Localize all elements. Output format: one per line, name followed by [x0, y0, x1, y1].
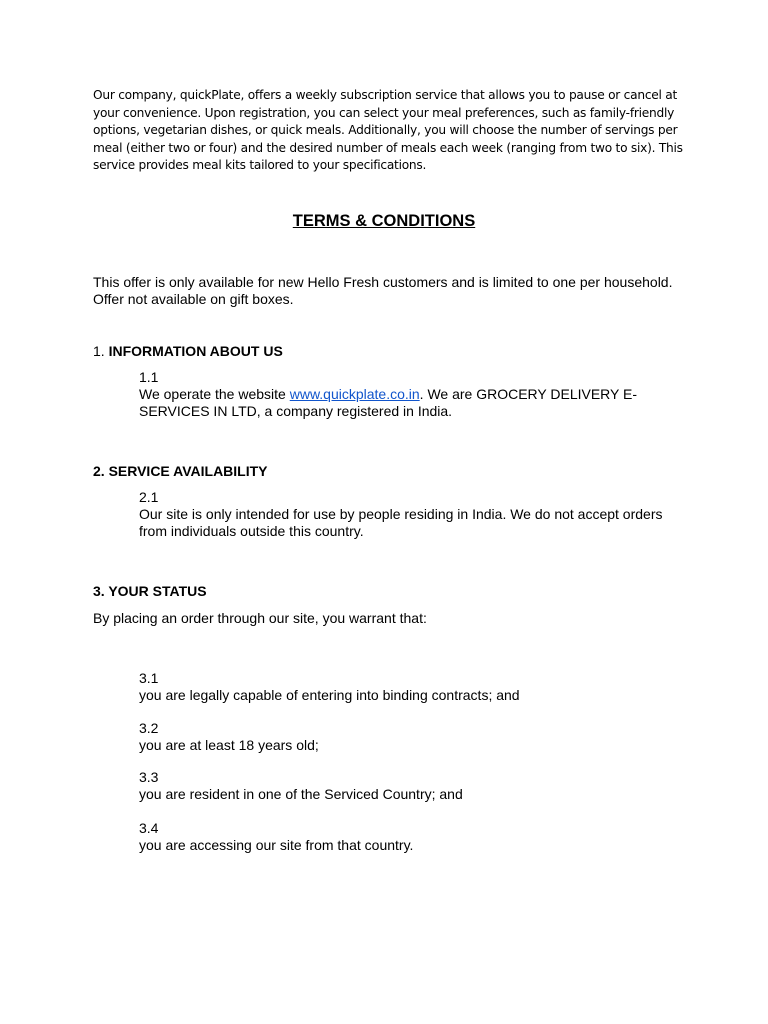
clause-text: you are resident in one of the Serviced Country; and	[139, 785, 463, 802]
clause-text	[139, 386, 684, 420]
clause-1-1	[139, 369, 684, 419]
clause-number: 3.3	[139, 769, 159, 785]
section-2-heading: 2. SERVICE AVAILABILITY	[93, 463, 268, 479]
clause-number: 3.4	[139, 820, 159, 836]
clause-text: you are accessing our site from that country.	[139, 836, 414, 853]
website-link[interactable]: www.quickplate.co.in	[289, 385, 420, 402]
clause-text-start: We operate the website	[139, 385, 290, 402]
section-1-heading	[93, 343, 283, 360]
clause-text: Our site is only intended for use by people residing in India. We do not accept orders from individuals outside this country.	[139, 505, 663, 539]
offer-notice: This offer is only available for new Hello Fresh customers and is limited to one per household. Offer not available on gift boxes.	[93, 274, 673, 307]
clause-2-1	[139, 489, 684, 539]
clause-3-3	[139, 769, 684, 803]
clause-text-end: . We are GROCERY DELIVERY E-SERVICES IN LTD, a company registered in India.	[139, 385, 638, 419]
section-3-heading: 3. YOUR STATUS	[93, 583, 207, 599]
clause-3-1	[139, 670, 684, 704]
clause-number: 3.2	[139, 720, 159, 736]
section-1-title: INFORMATION ABOUT US	[108, 343, 283, 359]
clause-number: 1.1	[139, 369, 159, 385]
clause-number: 3.1	[139, 670, 159, 686]
section-1-number: 1.	[93, 343, 105, 359]
clause-text: you are legally capable of entering into binding contracts; and	[139, 686, 520, 703]
section-3-lead: By placing an order through our site, you warrant that:	[93, 610, 427, 626]
page-title: TERMS & CONDITIONS	[292, 212, 476, 230]
intro-paragraph: Our company, quickPlate, offers a weekly subscription service that allows you to pause or cancel at your convenience. Upon registration, you can select your meal preferences, such as family-friendly options, vegetarian dishes, or quick meals. Additionally, you will choose the number of servings per meal (either two or four) and the desired number of meals each week (ranging from two to six). This service provides meal kits tailored to your specifications.	[93, 88, 683, 173]
clause-text: you are at least 18 years old;	[139, 736, 319, 753]
clause-3-2	[139, 720, 684, 754]
clause-number: 2.1	[139, 489, 159, 505]
clause-3-4	[139, 820, 684, 854]
